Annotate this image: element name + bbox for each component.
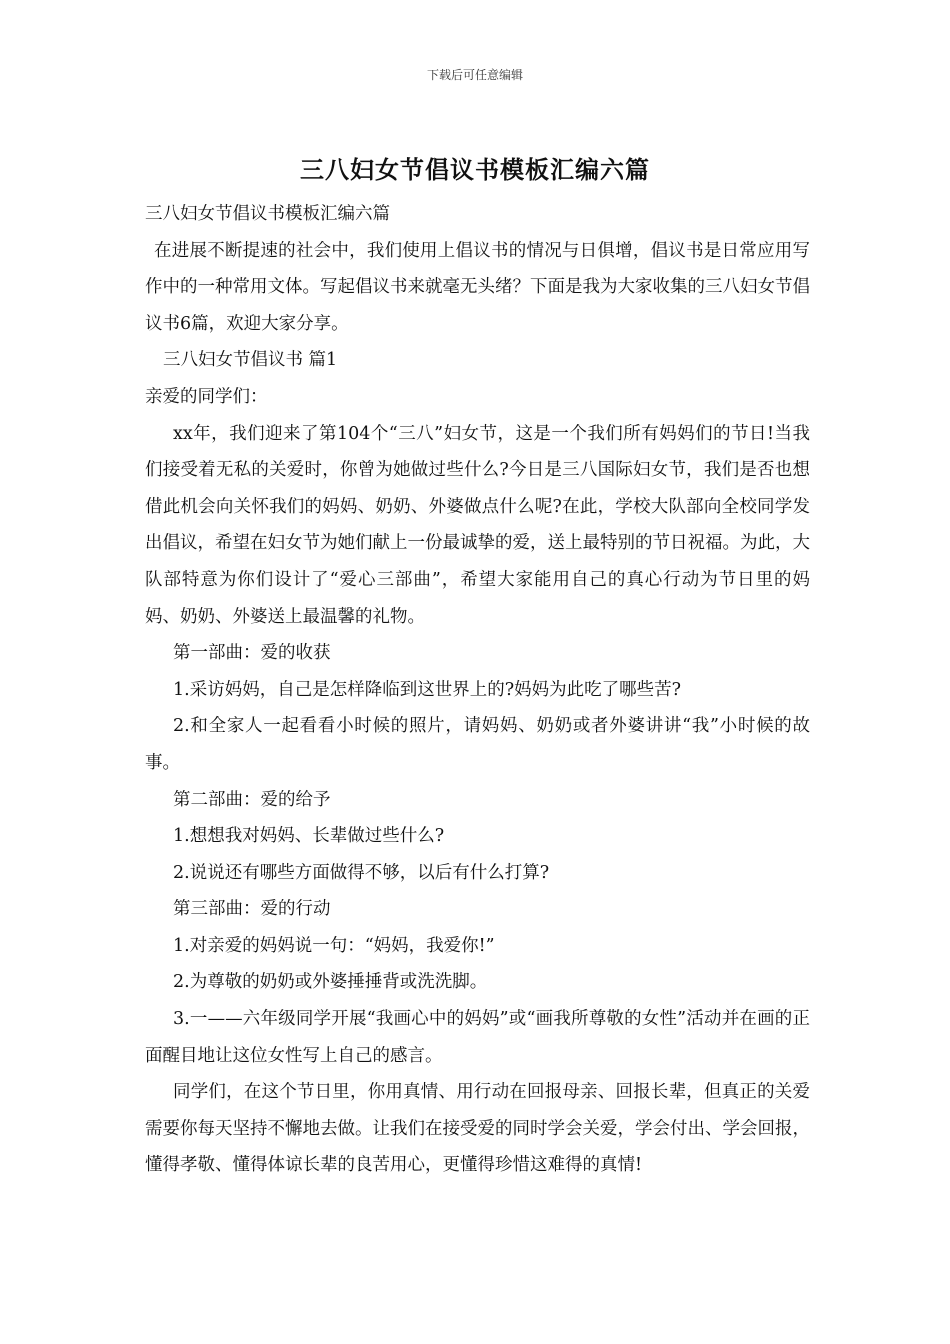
list-item: 2.为尊敬的奶奶或外婆捶捶背或洗洗脚。 [173, 972, 488, 993]
closing-paragraph: 同学们，在这个节日里，你用真情、用行动在回报母亲、回报长辈，但真正的关爱需要你每天坚持不懈地去做。让我们在接受爱的同时学会关爱，学会付出、学会回报，懂得孝敬、懂得体谅长辈的良苦用心，更懂得珍惜这难得的真情! [145, 1082, 810, 1176]
body-paragraph: xx年，我们迎来了第104个“三八”妇女节，这是一个我们所有妈妈们的节日!当我们接受着无私的关爱时，你曾为她做过些什么?今日是三八国际妇女节，我们是否也想借此机会向关怀我们的妈妈、奶奶、外婆做点什么呢?在此，学校大队部向全校同学发出倡议，希望在妇女节为她们献上一份最诚挚的爱，送上最特别的节日祝福。为此，大队部特意为你们设计了“爱心三部曲”，希望大家能用自己的真心行动为节日里的妈妈、奶奶、外婆送上最温馨的礼物。 [145, 423, 810, 627]
document-body [145, 196, 810, 1184]
intro-paragraph: 在进展不断提速的社会中，我们使用上倡议书的情况与日俱增，倡议书是日常应用写作中的一种常用文体。写起倡议书来就毫无头绪？下面是我为大家收集的三八妇女节倡议书6篇，欢迎大家分享。 [145, 240, 810, 334]
list-item: 2.和全家人一起看看小时候的照片，请妈妈、奶奶或者外婆讲讲“我”小时候的故事。 [145, 716, 810, 773]
list-item: 2.说说还有哪些方面做得不够，以后有什么打算? [173, 862, 550, 883]
part-heading: 第一部曲：爱的收获 [173, 643, 331, 664]
section-heading: 三八妇女节倡议书 篇1 [163, 350, 338, 371]
list-item: 3.一——六年级同学开展“我画心中的妈妈”或“画我所尊敬的女性”活动并在画的正面醒目地让这位女性写上自己的感言。 [145, 1009, 810, 1066]
list-item: 1.采访妈妈，自己是怎样降临到这世界上的?妈妈为此吃了哪些苦? [173, 679, 681, 700]
document-subtitle: 三八妇女节倡议书模板汇编六篇 [145, 204, 390, 224]
document-title: 三八妇女节倡议书模板汇编六篇 [300, 155, 650, 184]
salutation: 亲爱的同学们： [145, 386, 268, 407]
list-item: 1.想想我对妈妈、长辈做过些什么? [173, 826, 445, 847]
page-header-note: 下载后可任意编辑 [426, 68, 523, 82]
list-item: 1.对亲爱的妈妈说一句：“妈妈，我爱你!” [173, 935, 495, 956]
part-heading: 第三部曲：爱的行动 [173, 899, 331, 920]
part-heading: 第二部曲：爱的给予 [173, 789, 331, 810]
